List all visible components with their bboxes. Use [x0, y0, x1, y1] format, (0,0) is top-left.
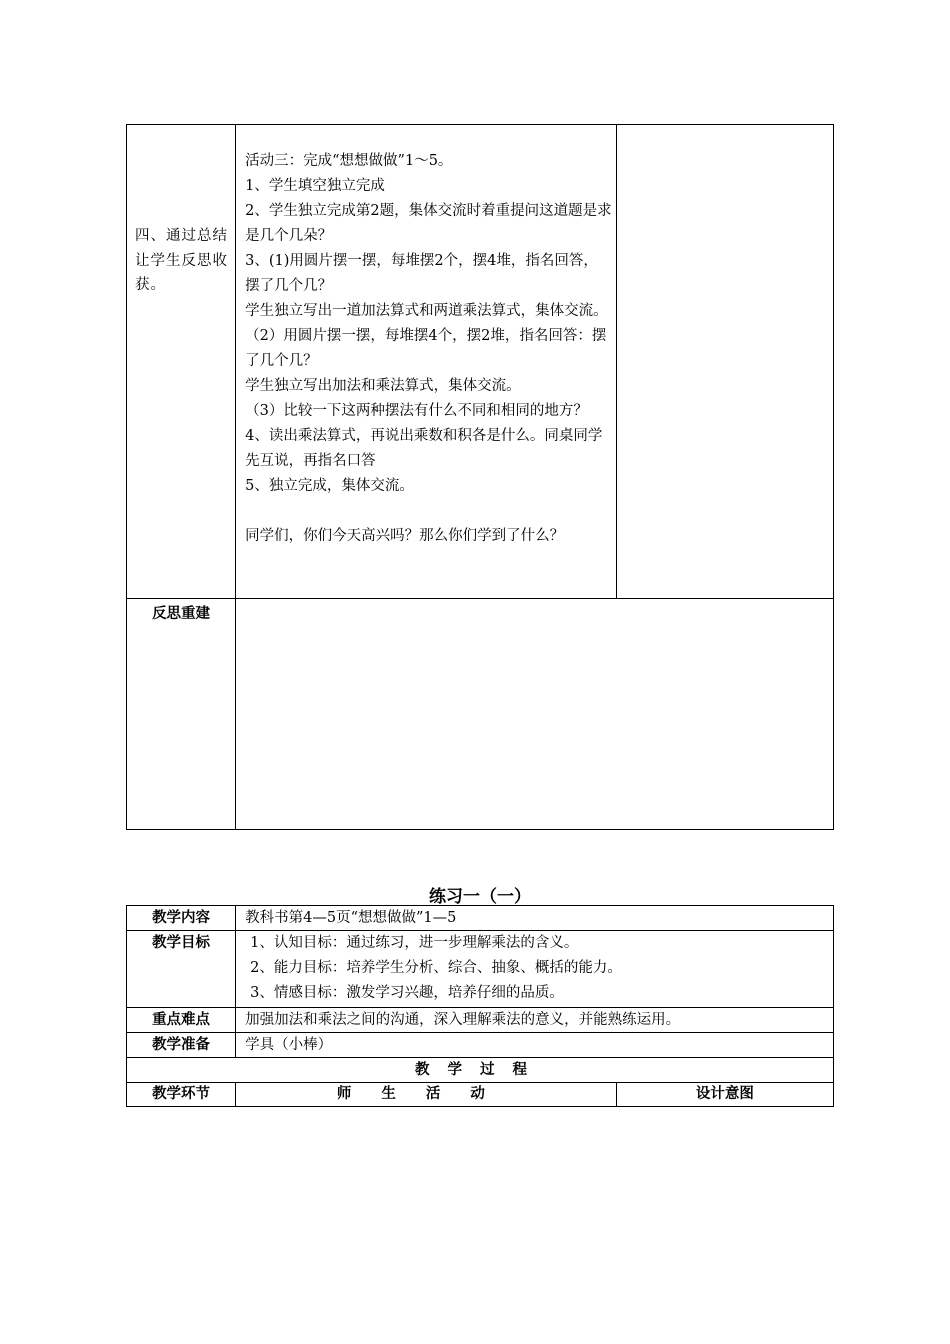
col-design-header: 设计意图	[695, 1086, 754, 1102]
goal-item: 3、情感目标：激发学习兴趣，培养仔细的品质。	[250, 985, 564, 1001]
lesson-title: 练习一（一）	[429, 887, 531, 907]
key-value: 加强加法和乘法之间的沟通，深入理解乘法的意义，并能熟练运用。	[245, 1012, 681, 1028]
key-label-cell	[127, 1008, 236, 1033]
goal-item: 2、能力目标：培养学生分析、综合、抽象、概括的能力。	[250, 960, 622, 976]
content-label: 教学内容	[152, 910, 211, 926]
activity-line: 5、独立完成，集体交流。	[245, 478, 414, 494]
activity-line: 4、读出乘法算式，再说出乘数和积各是什么。同桌同学先互说，再指名口答	[245, 428, 603, 469]
content-value-cell	[236, 906, 834, 931]
col-design-cell	[616, 1083, 833, 1107]
blank-line	[245, 499, 612, 524]
prep-value-cell	[236, 1033, 834, 1058]
activity-line: 学生独立写出加法和乘法算式，集体交流。	[245, 378, 521, 394]
goals-label: 教学目标	[152, 935, 211, 951]
key-value-cell	[236, 1008, 834, 1033]
key-label: 重点难点	[152, 1012, 211, 1028]
col-stage-header: 教学环节	[152, 1086, 211, 1102]
col-stage-cell	[127, 1083, 236, 1107]
reflection-label: 反思重建	[152, 606, 211, 622]
lesson-table-continued	[126, 124, 834, 830]
activity-line: （3）比较一下这两种摆法有什么不同和相同的地方？	[245, 403, 588, 419]
content-label-cell	[127, 906, 236, 931]
content-value: 教科书第4—5页“想想做做”1—5	[245, 910, 457, 926]
prep-value: 学具（小棒）	[245, 1037, 333, 1053]
process-header: 教学过程	[415, 1062, 545, 1078]
goal-item: 1、认知目标：通过练习，进一步理解乘法的含义。	[250, 935, 579, 951]
col-activity-header: 师生活动	[336, 1086, 515, 1102]
reflection-content-cell	[236, 599, 834, 830]
activity-line: 同学们，你们今天高兴吗？那么你们学到了什么？	[245, 528, 565, 544]
lesson-plan-table	[126, 905, 834, 1107]
stage-cell	[127, 125, 236, 599]
activity-line: 2、学生独立完成第2题，集体交流时着重提问这道题是求是几个几朵？	[245, 203, 612, 244]
goals-value-cell	[236, 931, 834, 1008]
activity-line: 1、学生填空独立完成	[245, 178, 385, 194]
goals-label-cell	[127, 931, 236, 1008]
activity-list	[236, 125, 616, 549]
col-activity-cell	[236, 1083, 617, 1107]
activity-line: 3、(1)用圆片摆一摆，每堆摆2个，摆4堆，指名回答，摆了几个几？	[245, 253, 598, 294]
activity-cell	[236, 125, 617, 599]
process-header-cell	[127, 1058, 834, 1083]
goals-list	[236, 931, 833, 1006]
prep-label: 教学准备	[152, 1037, 211, 1053]
reflection-label-cell	[127, 599, 236, 830]
design-intent-cell	[616, 125, 833, 599]
activity-line: （2）用圆片摆一摆，每堆摆4个，摆2堆，指名回答：摆了几个几？	[245, 328, 607, 369]
activity-line: 学生独立写出一道加法算式和两道乘法算式，集体交流。	[245, 303, 608, 319]
activity-line: 活动三：完成“想想做做”1～5。	[245, 153, 453, 169]
stage-label: 四、通过总结让学生反思收获。	[135, 228, 228, 293]
prep-label-cell	[127, 1033, 236, 1058]
